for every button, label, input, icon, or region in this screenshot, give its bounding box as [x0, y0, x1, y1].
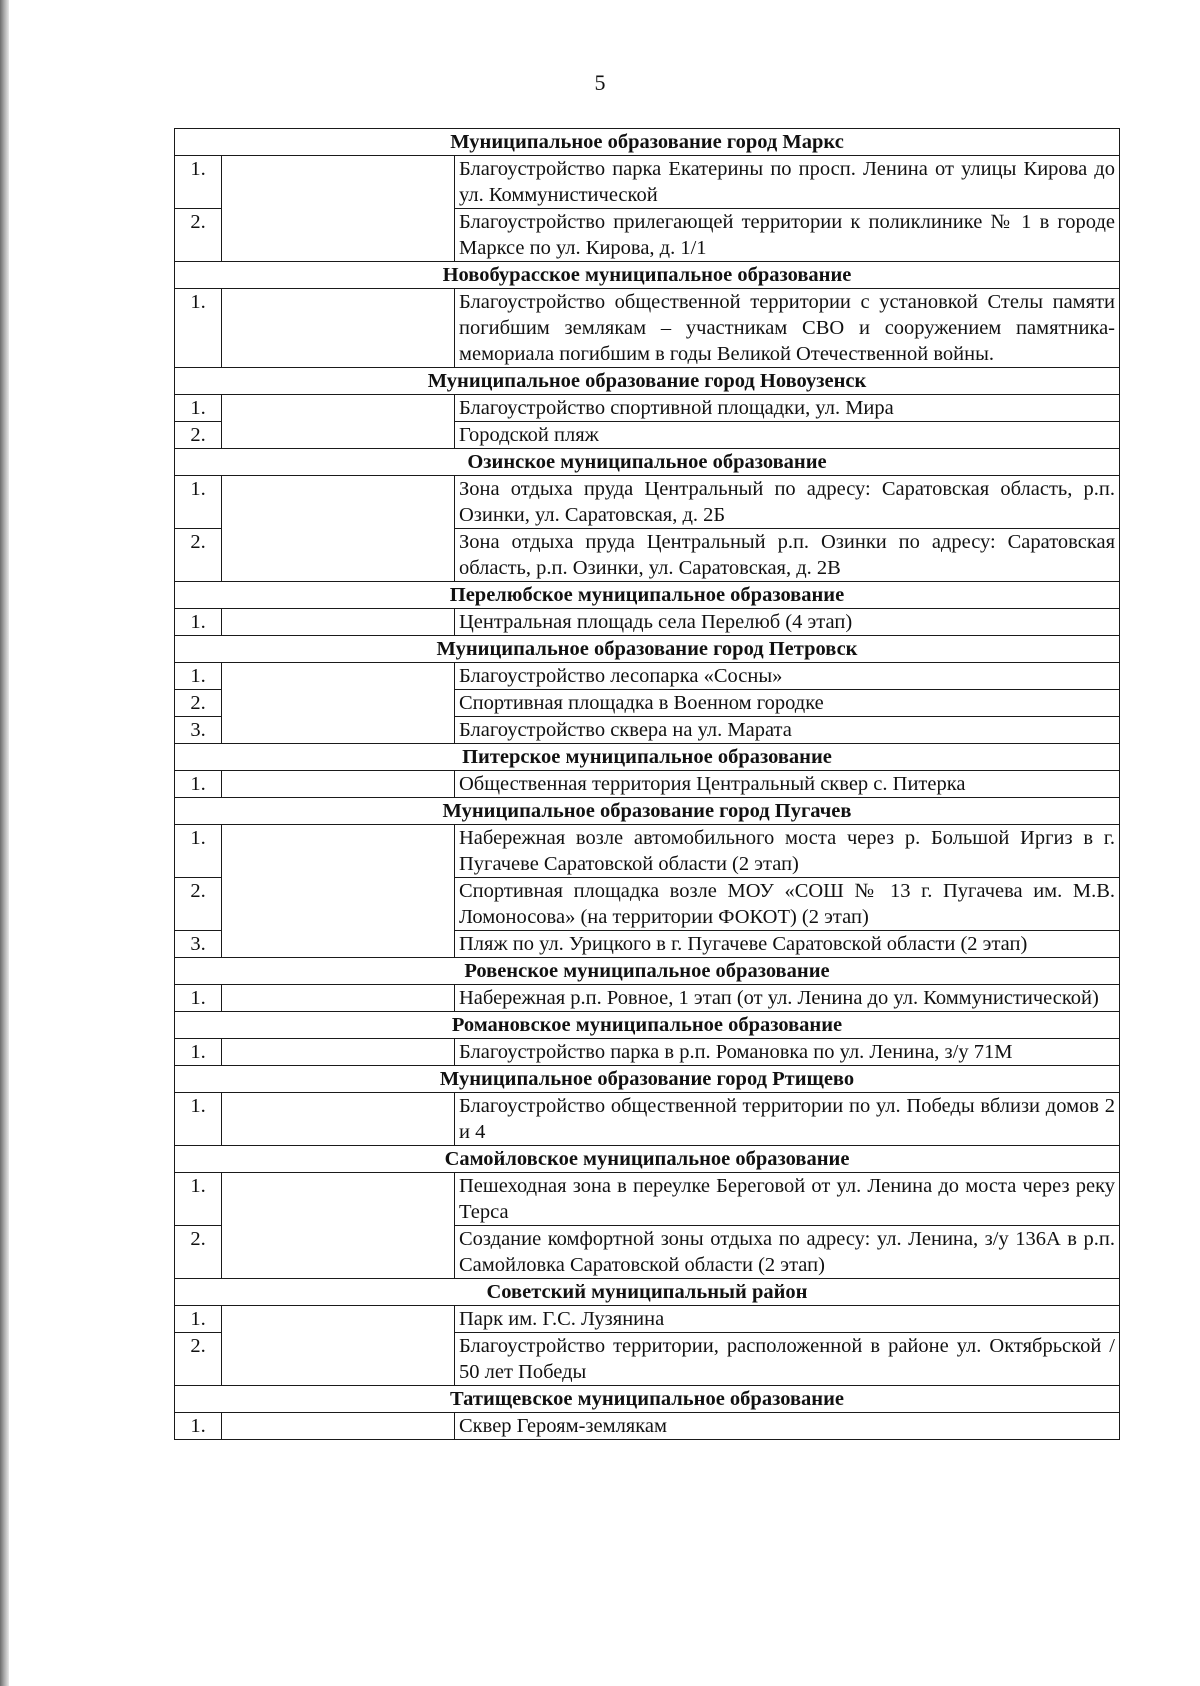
- object-description: Благоустройство общественной территории с установкой Стелы памяти погибшим землякам – участникам СВО и сооружением памятника-мемориала погибшим в годы Великой Отечественной войны.: [455, 289, 1120, 368]
- object-description: Спортивная площадка возле МОУ «СОШ № 13 г. Пугачева им. М.В. Ломоносова» (на территории ФОКОТ) (2 этап): [455, 878, 1120, 931]
- row-number: 2.: [175, 529, 222, 582]
- object-description: Благоустройство прилегающей территории к поликлинике № 1 в городе Марксе по ул. Кирова, д. 1/1: [455, 209, 1120, 262]
- table-row: [175, 476, 1120, 529]
- blank-column-cell: [222, 289, 455, 368]
- object-description: Парк им. Г.С. Лузянина: [455, 1306, 1120, 1333]
- object-description: Благоустройство парка в р.п. Романовка по ул. Ленина, з/у 71М: [455, 1039, 1120, 1066]
- row-number: 2.: [175, 422, 222, 449]
- blank-column-cell: [222, 1093, 455, 1146]
- section-title: Муниципальное образование город Ртищево: [175, 1066, 1120, 1093]
- table-body: [175, 129, 1120, 1440]
- row-number: 2.: [175, 209, 222, 262]
- row-number: 1.: [175, 1173, 222, 1226]
- blank-column-cell: [222, 609, 455, 636]
- blank-column-cell: [222, 1306, 455, 1386]
- row-number: 1.: [175, 825, 222, 878]
- row-number: 2.: [175, 1226, 222, 1279]
- blank-column-cell: [222, 771, 455, 798]
- table-row: [175, 289, 1120, 368]
- page-number: 5: [594, 70, 606, 95]
- blank-column-cell: [222, 395, 455, 449]
- section-header-row: [175, 1386, 1120, 1413]
- section-header-row: [175, 798, 1120, 825]
- row-number: 1.: [175, 1039, 222, 1066]
- blank-column-cell: [222, 825, 455, 958]
- section-title: Озинское муниципальное образование: [175, 449, 1120, 476]
- table-row: [175, 1039, 1120, 1066]
- row-number: 3.: [175, 931, 222, 958]
- section-title: Муниципальное образование город Пугачев: [175, 798, 1120, 825]
- section-title: Питерское муниципальное образование: [175, 744, 1120, 771]
- blank-column-cell: [222, 1173, 455, 1279]
- row-number: 1.: [175, 609, 222, 636]
- section-header-row: [175, 129, 1120, 156]
- object-description: Благоустройство лесопарка «Сосны»: [455, 663, 1120, 690]
- row-number: 1.: [175, 395, 222, 422]
- section-header-row: [175, 744, 1120, 771]
- section-title: Новобурасское муниципальное образование: [175, 262, 1120, 289]
- section-header-row: [175, 958, 1120, 985]
- row-number: 1.: [175, 771, 222, 798]
- object-description: Благоустройство спортивной площадки, ул. Мира: [455, 395, 1120, 422]
- object-description: Общественная территория Центральный сквер с. Питерка: [455, 771, 1120, 798]
- section-title: Муниципальное образование город Петровск: [175, 636, 1120, 663]
- table-row: [175, 663, 1120, 690]
- section-header-row: [175, 262, 1120, 289]
- row-number: 1.: [175, 1306, 222, 1333]
- row-number: 2.: [175, 690, 222, 717]
- row-number: 1.: [175, 289, 222, 368]
- object-description: Создание комфортной зоны отдыха по адресу: ул. Ленина, з/у 136А в р.п. Самойловка Саратовской области (2 этап): [455, 1226, 1120, 1279]
- table-row: [175, 1413, 1120, 1440]
- object-description: Набережная возле автомобильного моста через р. Большой Иргиз в г. Пугачеве Саратовской области (2 этап): [455, 825, 1120, 878]
- row-number: 1.: [175, 156, 222, 209]
- section-title: Советский муниципальный район: [175, 1279, 1120, 1306]
- table-row: [175, 609, 1120, 636]
- section-header-row: [175, 1279, 1120, 1306]
- blank-column-cell: [222, 663, 455, 744]
- section-header-row: [175, 449, 1120, 476]
- row-number: 1.: [175, 1413, 222, 1440]
- row-number: 1.: [175, 663, 222, 690]
- row-number: 2.: [175, 1333, 222, 1386]
- section-header-row: [175, 1012, 1120, 1039]
- blank-column-cell: [222, 1039, 455, 1066]
- object-description: Городской пляж: [455, 422, 1120, 449]
- table-row: [175, 825, 1120, 878]
- section-title: Перелюбское муниципальное образование: [175, 582, 1120, 609]
- row-number: 1.: [175, 985, 222, 1012]
- section-title: Ровенское муниципальное образование: [175, 958, 1120, 985]
- table-row: [175, 985, 1120, 1012]
- object-description: Пешеходная зона в переулке Береговой от ул. Ленина до моста через реку Терса: [455, 1173, 1120, 1226]
- blank-column-cell: [222, 985, 455, 1012]
- section-header-row: [175, 368, 1120, 395]
- section-header-row: [175, 1066, 1120, 1093]
- row-number: 2.: [175, 878, 222, 931]
- table-row: [175, 771, 1120, 798]
- table-row: [175, 1173, 1120, 1226]
- section-title: Романовское муниципальное образование: [175, 1012, 1120, 1039]
- table-row: [175, 156, 1120, 209]
- table-row: [175, 1093, 1120, 1146]
- row-number: 3.: [175, 717, 222, 744]
- object-description: Благоустройство общественной территории по ул. Победы вблизи домов 2 и 4: [455, 1093, 1120, 1146]
- object-description: Благоустройство территории, расположенной в районе ул. Октябрьской / 50 лет Победы: [455, 1333, 1120, 1386]
- blank-column-cell: [222, 476, 455, 582]
- object-description: Благоустройство парка Екатерины по просп. Ленина от улицы Кирова до ул. Коммунистической: [455, 156, 1120, 209]
- object-description: Спортивная площадка в Военном городке: [455, 690, 1120, 717]
- row-number: 1.: [175, 476, 222, 529]
- object-description: Центральная площадь села Перелюб (4 этап): [455, 609, 1120, 636]
- object-description: Зона отдыха пруда Центральный по адресу: Саратовская область, р.п. Озинки, ул. Саратовская, д. 2Б: [455, 476, 1120, 529]
- table-row: [175, 1306, 1120, 1333]
- section-title: Татищевское муниципальное образование: [175, 1386, 1120, 1413]
- object-description: Пляж по ул. Урицкого в г. Пугачеве Саратовской области (2 этап): [455, 931, 1120, 958]
- section-title: Муниципальное образование город Новоузенск: [175, 368, 1120, 395]
- object-description: Сквер Героям-землякам: [455, 1413, 1120, 1440]
- section-header-row: [175, 1146, 1120, 1173]
- table-row: [175, 395, 1120, 422]
- scan-edge: [0, 0, 9, 1686]
- section-header-row: [175, 636, 1120, 663]
- objects-table: [174, 128, 1120, 1440]
- section-title: Муниципальное образование город Маркс: [175, 129, 1120, 156]
- blank-column-cell: [222, 156, 455, 262]
- section-title: Самойловское муниципальное образование: [175, 1146, 1120, 1173]
- object-description: Зона отдыха пруда Центральный р.п. Озинки по адресу: Саратовская область, р.п. Озинки, ул. Саратовская, д. 2В: [455, 529, 1120, 582]
- row-number: 1.: [175, 1093, 222, 1146]
- object-description: Набережная р.п. Ровное, 1 этап (от ул. Ленина до ул. Коммунистической): [455, 985, 1120, 1012]
- section-header-row: [175, 582, 1120, 609]
- blank-column-cell: [222, 1413, 455, 1440]
- object-description: Благоустройство сквера на ул. Марата: [455, 717, 1120, 744]
